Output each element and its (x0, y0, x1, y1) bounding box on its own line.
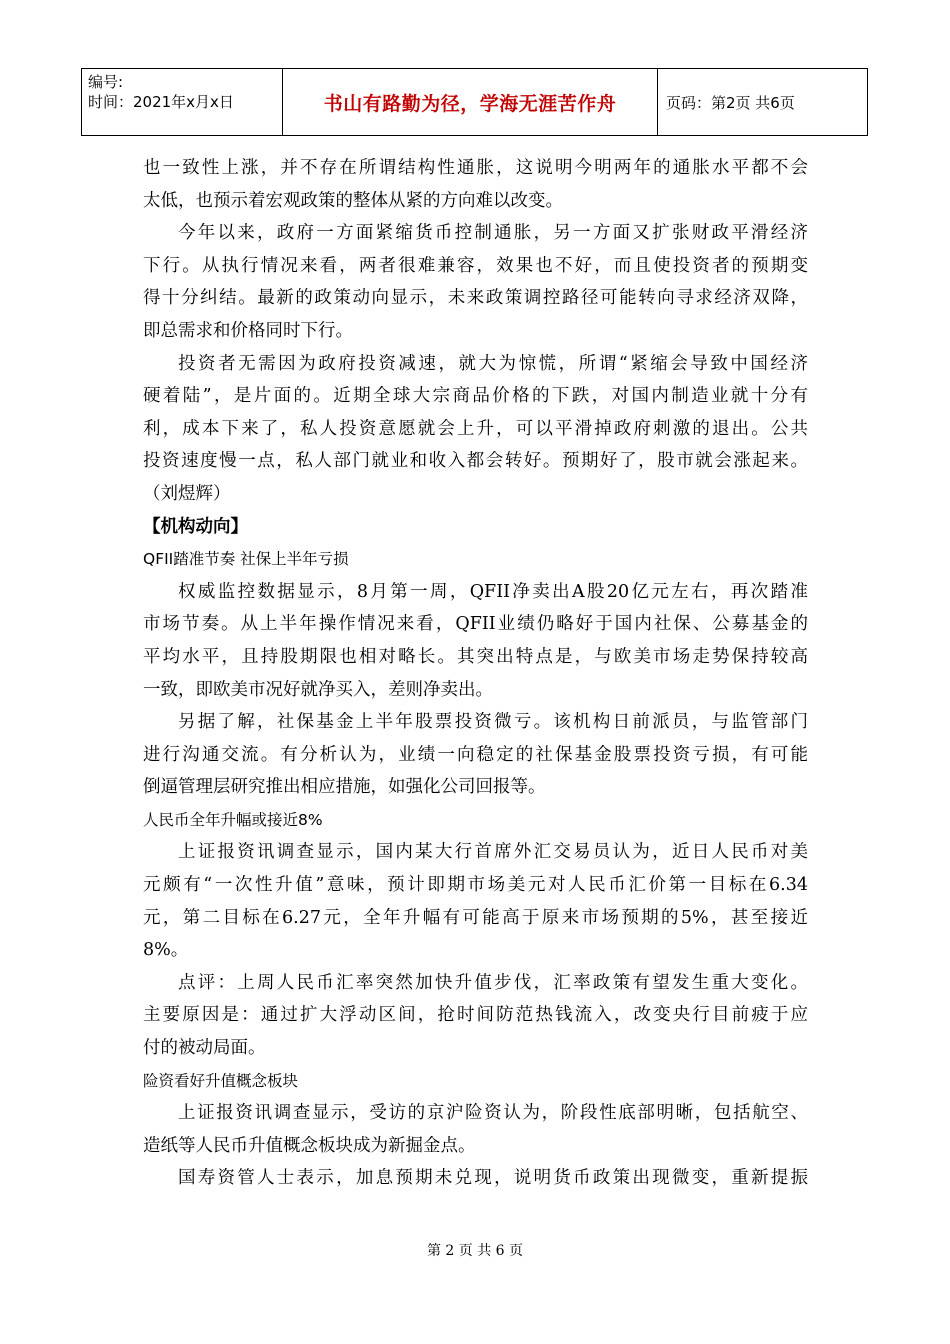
text-line: 也一致性上涨，并不存在所谓结构性通胀，这说明今明两年的通胀水平都不会 (143, 158, 808, 178)
text-line: 元颇有“一次性升值”意味，预计即期市场美元对人民币汇价第一目标在6.34 (143, 875, 808, 896)
text-line: （刘煜辉） (143, 483, 231, 504)
text-line: 点评：上周人民币汇率突然加快升值步伐，汇率政策有望发生重大变化。 (178, 972, 808, 993)
text-line: 险资看好升值概念板块 (143, 1071, 299, 1090)
text-line: 今年以来，政府一方面紧缩货币控制通胀，另一方面又扩张财政平滑经济 (178, 223, 808, 244)
text-line: 【机构动向】 (143, 516, 248, 537)
text-line: 造纸等人民币升值概念板块成为新掘金点。 (143, 1135, 476, 1156)
page-footer: 第 2 页 共 6 页 (426, 1243, 524, 1259)
time-label: 时间：2021年x月x日 (88, 93, 234, 111)
text-line: 市场节奏。从上半年操作情况来看，QFII业绩仍略好于国内社保、公募基金的 (143, 614, 808, 635)
text-line: 得十分纠结。最新的政策动向显示，未来政策调控路径可能转向寻求经济双降， (143, 288, 808, 309)
page-header (81, 68, 868, 136)
text-line: 人民币全年升幅或接近8% (143, 810, 323, 829)
document-body (143, 152, 808, 1195)
text-line: 太低，也预示着宏观政策的整体从紧的方向难以改变。 (143, 190, 563, 211)
text-line: 即总需求和价格同时下行。 (143, 320, 353, 341)
text-line: 平均水平，且持股期限也相对略长。其突出特点是，与欧美市场走势保持较高 (143, 646, 808, 667)
text-line: 利，成本下来了，私人投资意愿就会上升，可以平滑掉政府刺激的退出。公共 (143, 418, 808, 439)
text-line: 另据了解，社保基金上半年股票投资微亏。该机构日前派员，与监管部门 (178, 712, 808, 733)
header-page-info: 页码：第2页 共6页 (666, 93, 795, 112)
text-line: 主要原因是：通过扩大浮动区间，抢时间防范热钱流入，改变央行目前疲于应 (143, 1005, 808, 1026)
text-line: 进行沟通交流。有分析认为，业绩一向稳定的社保基金股票投资亏损，有可能 (143, 744, 808, 765)
text-line: 权威监控数据显示，8月第一周，QFII净卖出A股20亿元左右，再次踏准 (178, 581, 808, 602)
text-line: 下行。从执行情况来看，两者很难兼容，效果也不好，而且使投资者的预期变 (143, 255, 808, 276)
text-line: 倒逼管理层研究推出相应措施，如强化公司回报等。 (143, 777, 546, 798)
text-line: 上证报资讯调查显示，国内某大行首席外汇交易员认为，近日人民币对美 (178, 842, 808, 863)
text-line: 国寿资管人士表示，加息预期未兑现，说明货币政策出现微变，重新提振 (178, 1168, 808, 1189)
text-line: 付的被动局面。 (143, 1038, 266, 1059)
number-label: 编号: (88, 73, 124, 91)
header-meta (82, 69, 283, 135)
text-line: QFII踏准节奏 社保上半年亏损 (143, 550, 349, 569)
text-line: 上证报资讯调查显示，受访的京沪险资认为，阶段性底部明晰，包括航空、 (178, 1103, 808, 1124)
text-line: 一致，即欧美市况好就净买入，差则净卖出。 (143, 679, 493, 700)
text-line: 投资速度慢一点，私人部门就业和收入都会转好。预期好了，股市就会涨起来。 (143, 451, 808, 472)
text-line: 硬着陆”，是片面的。近期全球大宗商品价格的下跌，对国内制造业就十分有 (143, 386, 808, 407)
text-line: 投资者无需因为政府投资减速，就大为惊慌，所谓“紧缩会导致中国经济 (178, 353, 808, 374)
text-line: 8%。 (143, 940, 189, 961)
header-motto: 书山有路勤为径，学海无涯苦作舟 (283, 69, 658, 135)
text-line: 元，第二目标在6.27元，全年升幅有可能高于原来市场预期的5%，甚至接近 (143, 907, 808, 928)
